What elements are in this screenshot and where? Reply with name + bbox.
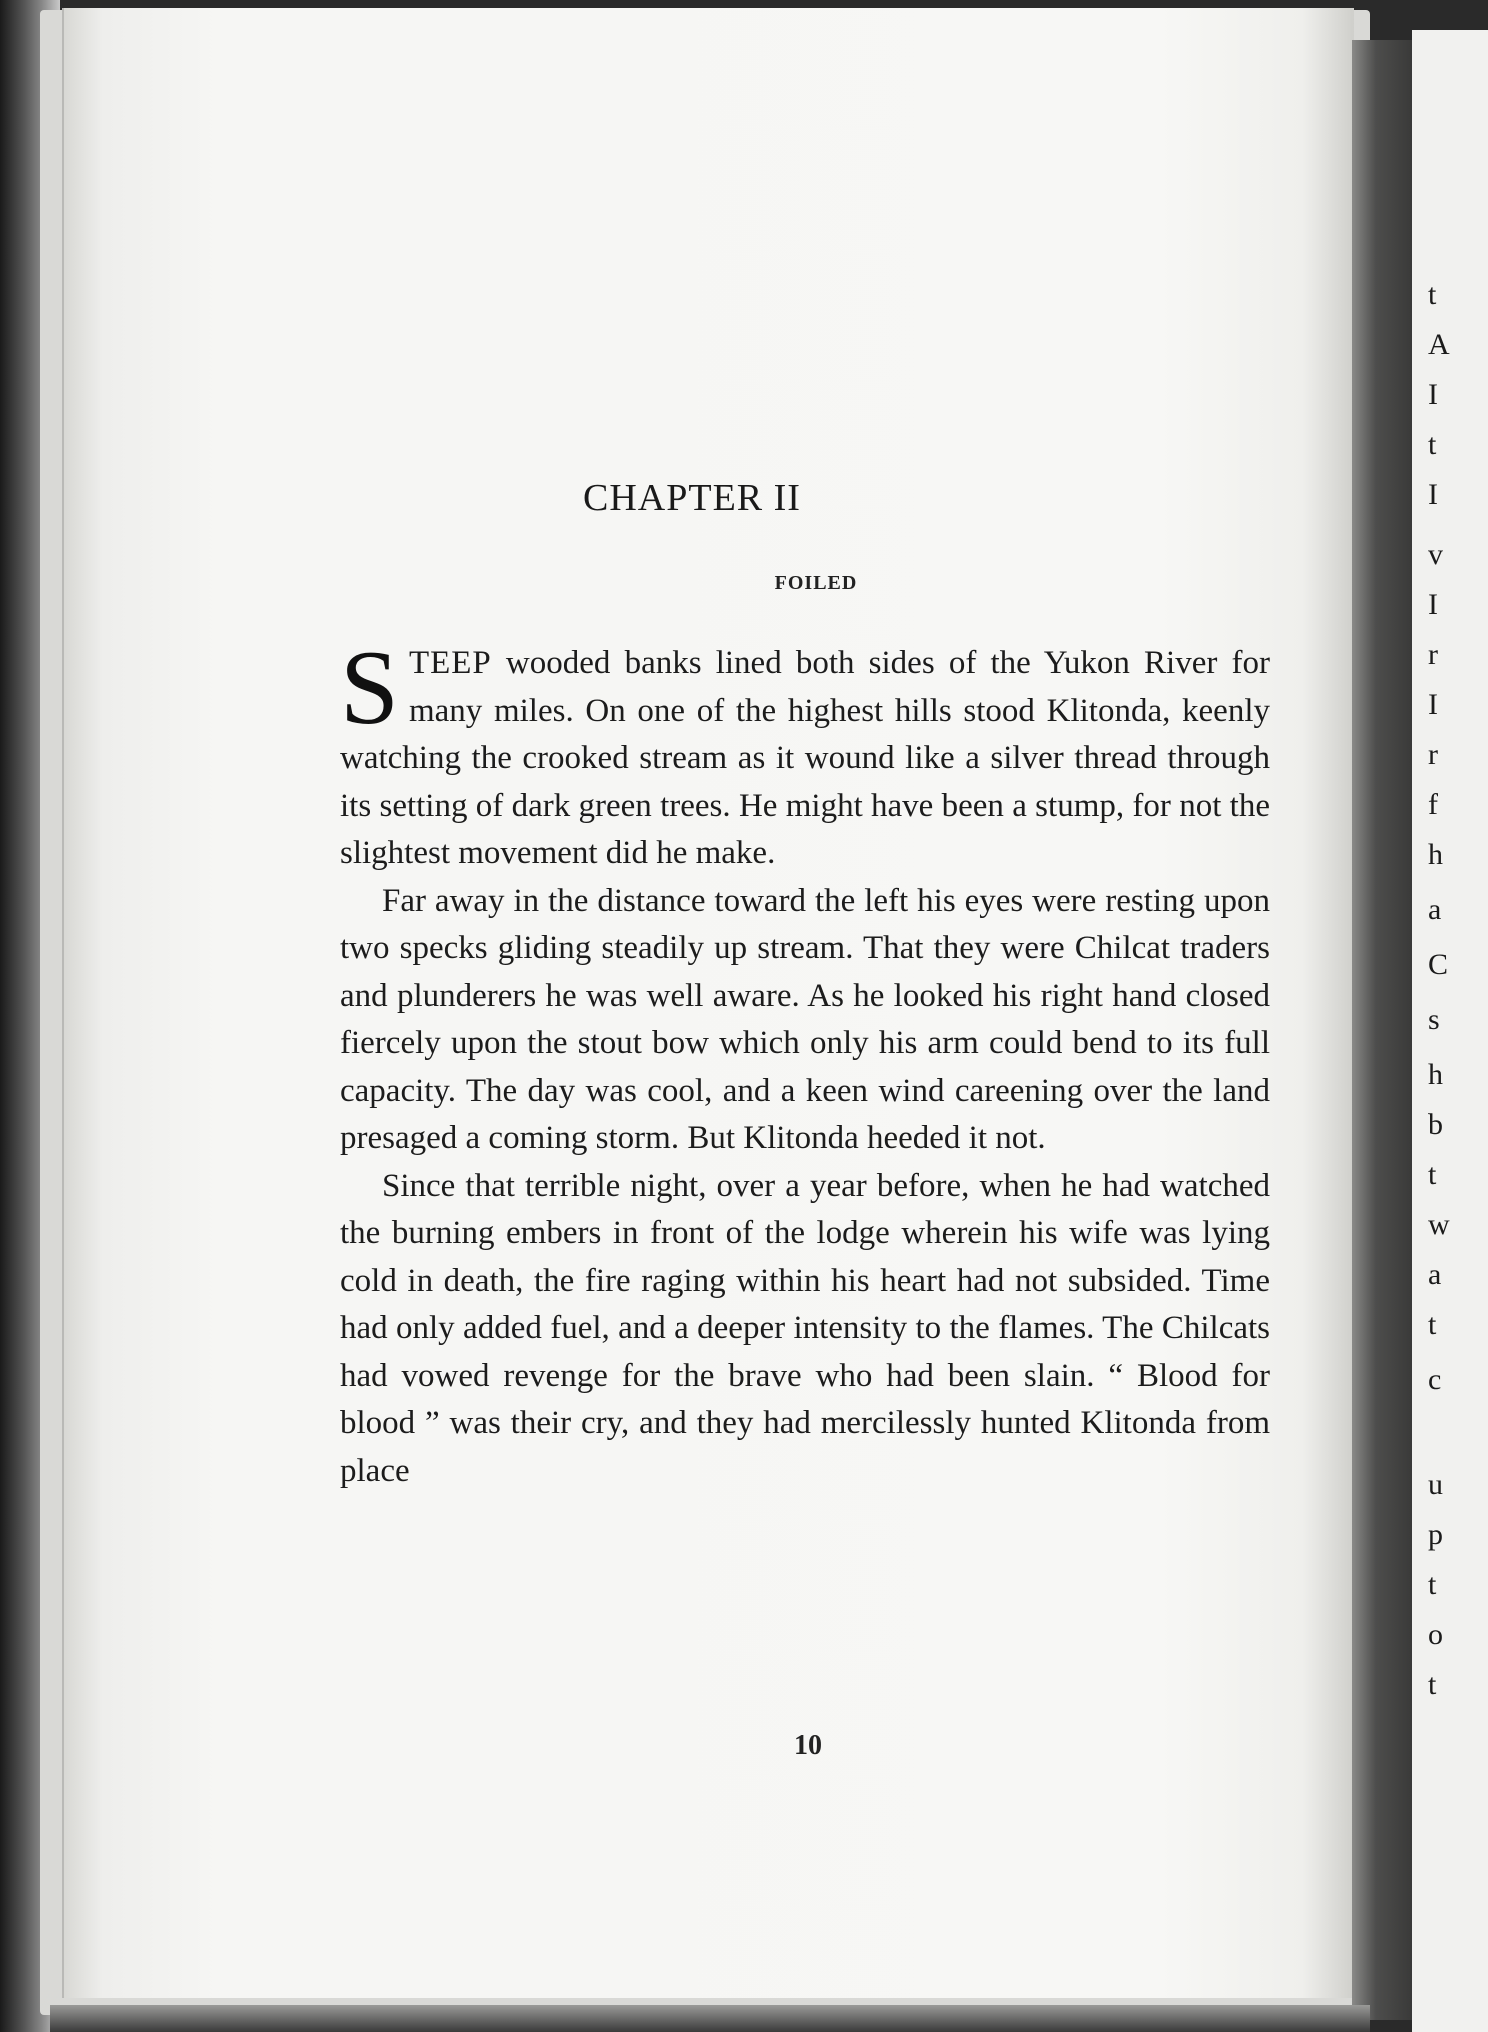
facing-page-fragment: s — [1428, 1003, 1440, 1036]
facing-page-fragment: r — [1428, 738, 1438, 771]
drop-cap: S — [340, 629, 399, 746]
facing-page-fragment: r — [1428, 638, 1438, 671]
paragraph-text: wooded banks lined both sides of the Yukon River for many miles. On one of the highest hills stood Klitonda, keenly watching the crooked stream as it wound like a silver thread through its setting of dark green trees. He might have been a stump, for not the slightest movement did he make. — [340, 645, 1270, 871]
facing-page-fragment: t — [1428, 1668, 1437, 1701]
paragraph — [340, 629, 1270, 878]
facing-page-fragment: C — [1428, 948, 1449, 981]
chapter-title — [0, 476, 1488, 520]
page-bottom-edge — [50, 2005, 1370, 2032]
paragraph — [340, 1163, 1270, 1496]
facing-page-fragment: b — [1428, 1108, 1443, 1141]
facing-page-fragment: I — [1428, 688, 1438, 721]
facing-page-fragment: w — [1428, 1208, 1450, 1241]
facing-page-fragment: c — [1428, 1363, 1442, 1396]
facing-page-fragment: h — [1428, 838, 1443, 871]
facing-page-fragment: p — [1428, 1518, 1443, 1551]
paragraph-text: Far away in the distance toward the left his eyes were resting upon two specks gliding steadily up stream. That they were Chilcat traders and plunderers he was well aware. As he looked his right hand closed fiercely upon the stout bow which only his arm could bend to its full capacity. The day was cool, and a keen wind careening over the land presaged a coming storm. But Klitonda heeded it not. — [340, 882, 1270, 1156]
body-text — [340, 629, 1270, 1495]
facing-page-fragment: t — [1428, 428, 1437, 461]
paragraph-text: Since that terrible night, over a year before, when he had watched the burning embers in front of the lodge wherein his wife was lying cold in death, the fire raging within his heart had not subsided. Time had only added fuel, and a deeper intensity to the flames. The Chilcats had vowed revenge for the brave who had been slain. “ Blood for blood ” was their cry, and they had mercilessly hunted Klitonda from place — [340, 1167, 1270, 1489]
facing-page-fragment: v — [1428, 538, 1443, 571]
chapter-title-text: CHAPTER II — [583, 477, 801, 519]
chapter-subtitle-text: FOILED — [774, 572, 858, 594]
facing-page-fragment: u — [1428, 1468, 1443, 1501]
facing-page-fragment: h — [1428, 1058, 1443, 1091]
paragraph — [340, 878, 1270, 1163]
paragraph-lead: TEEP — [408, 645, 492, 681]
facing-page-fragment: I — [1428, 588, 1438, 621]
facing-page-fragment: I — [1428, 478, 1438, 511]
facing-page-fragment: a — [1428, 1258, 1442, 1291]
page-number-text: 10 — [794, 1730, 822, 1761]
facing-page-fragment: f — [1428, 788, 1438, 821]
page-number — [0, 1730, 1488, 1762]
facing-page-fragment: t — [1428, 1568, 1437, 1601]
facing-page-fragment: I — [1428, 378, 1438, 411]
facing-page-fragment: o — [1428, 1618, 1443, 1651]
chapter-subtitle — [0, 572, 1488, 595]
facing-page-fragment: A — [1428, 328, 1450, 361]
facing-page-fragment: a — [1428, 893, 1442, 926]
facing-page-fragment: t — [1428, 278, 1437, 311]
facing-page-fragment: t — [1428, 1158, 1437, 1191]
facing-page-fragment: t — [1428, 1308, 1437, 1341]
book-gutter — [1352, 40, 1412, 2020]
